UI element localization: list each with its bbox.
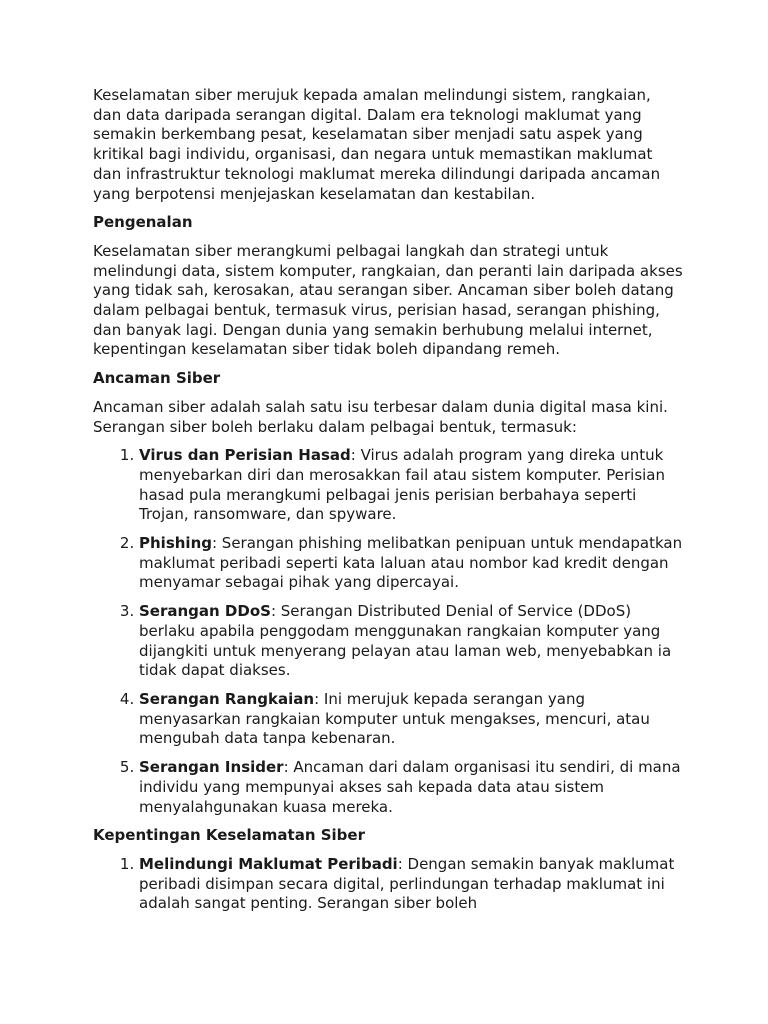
heading-ancaman-siber: Ancaman Siber xyxy=(93,369,221,388)
list-item xyxy=(139,855,683,914)
list-item xyxy=(139,602,683,681)
threat-list xyxy=(93,446,683,817)
importance-list xyxy=(93,855,683,914)
document-page xyxy=(93,86,683,923)
list-item-text: : Virus adalah program yang direka untuk menyebarkan diri dan merosakkan fail atau sistem komputer. Perisian hasad pula merangkumi pelbagai jenis perisian berbahaya seperti Trojan, ransomware, dan spyware. xyxy=(139,446,666,524)
list-item-term: Melindungi Maklumat Peribadi xyxy=(139,854,398,873)
paragraph-pengenalan: Keselamatan siber merangkumi pelbagai langkah dan strategi untuk melindungi data, sistem komputer, rangkaian, dan peranti lain daripada akses yang tidak sah, kerosakan, atau serangan siber. Ancaman siber boleh datang dalam pelbagai bentuk, termasuk virus, perisian hasad, serangan phishing, dan banyak lagi. Dengan dunia yang semakin berhubung melalui internet, kepentingan keselamatan siber tidak boleh dipandang remeh. xyxy=(93,241,683,359)
paragraph-ancaman-siber: Ancaman siber adalah salah satu isu terbesar dalam dunia digital masa kini. Serangan siber boleh berlaku dalam pelbagai bentuk, termasuk: xyxy=(93,397,668,436)
intro-paragraph: Keselamatan siber merujuk kepada amalan melindungi sistem, rangkaian, dan data daripada serangan digital. Dalam era teknologi maklumat yang semakin berkembang pesat, keselamatan siber menjadi satu aspek yang kritikal bagi individu, organisasi, dan negara untuk memastikan maklumat dan infrastruktur teknologi maklumat mereka dilindungi daripada ancaman yang berpotensi menjejaskan keselamatan dan kestabilan. xyxy=(93,86,661,203)
list-item xyxy=(139,446,683,525)
list-item-text: : Ancaman dari dalam organisasi itu sendiri, di mana individu yang mempunyai akses sah kepada data atau sistem menyalahgunakan kuasa mereka. xyxy=(139,758,681,816)
list-item-term: Phishing xyxy=(139,534,212,553)
list-item xyxy=(139,534,683,593)
list-item xyxy=(139,690,683,749)
list-item-text: : Dengan semakin banyak maklumat peribadi disimpan secara digital, perlindungan terhadap maklumat ini adalah sangat penting. Serangan siber boleh xyxy=(139,854,675,913)
list-item-text: : Serangan phishing melibatkan penipuan untuk mendapatkan maklumat peribadi seperti kata laluan atau nombor kad kredit dengan menyamar sebagai pihak yang dipercayai. xyxy=(139,534,683,592)
heading-kepentingan: Kepentingan Keselamatan Siber xyxy=(93,826,365,845)
list-item-term: Virus dan Perisian Hasad xyxy=(139,446,351,465)
list-item-text: : Ini merujuk kepada serangan yang menyasarkan rangkaian komputer untuk mengakses, mencuri, atau mengubah data tanpa kebenaran. xyxy=(139,689,650,748)
list-item-term: Serangan Insider xyxy=(139,758,284,777)
list-item-text: : Serangan Distributed Denial of Service (DDoS) berlaku apabila penggodam menggunakan rangkaian komputer yang dijangkiti untuk menyerang pelayan atau laman web, menyebabkan ia tidak dapat diakses. xyxy=(139,602,672,680)
list-item-term: Serangan Rangkaian xyxy=(139,689,315,708)
heading-pengenalan: Pengenalan xyxy=(93,213,193,232)
list-item-term: Serangan DDoS xyxy=(139,602,271,621)
list-item xyxy=(139,758,683,817)
